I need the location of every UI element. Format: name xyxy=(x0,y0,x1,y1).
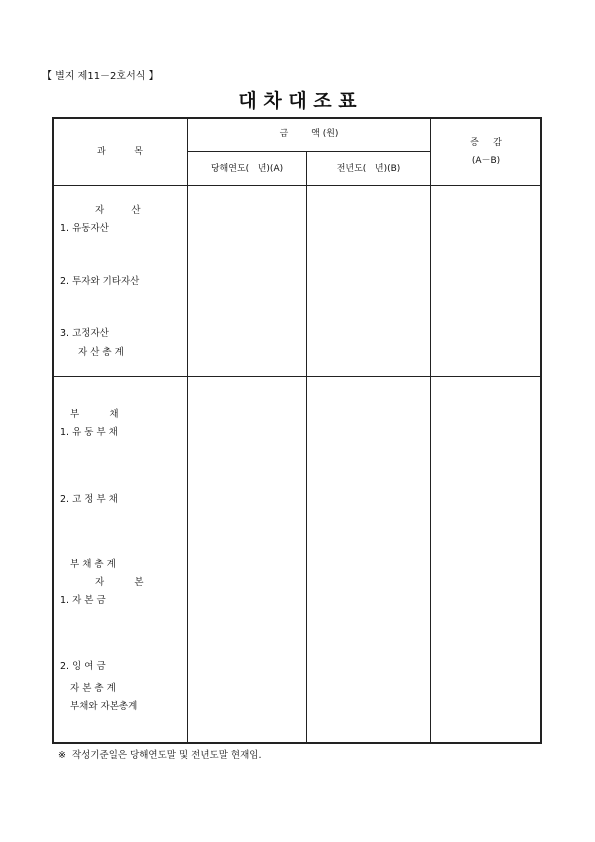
grand-total: 부채와 자본총계 xyxy=(70,701,138,712)
liabilities-total: 부 채 총 계 xyxy=(70,559,116,570)
page-title: 대 차 대 조 표 xyxy=(238,90,357,112)
header-item: 과 목 xyxy=(97,147,143,157)
header-change-formula: (A－B) xyxy=(471,156,501,166)
capital-heading: 자 본 xyxy=(95,577,144,588)
col-divider-item xyxy=(187,118,188,743)
liabilities-fixed: 2. 고 정 부 채 xyxy=(60,494,118,505)
assets-heading: 자 산 xyxy=(95,205,141,216)
form-number: 【 별지 제11－2호서식 】 xyxy=(42,71,159,82)
footnote: ※ 작성기준일은 당해연도말 및 전년도말 현재임. xyxy=(58,750,262,761)
row-divider-amount xyxy=(188,151,430,152)
col-divider-change xyxy=(430,118,431,743)
liabilities-current: 1. 유 동 부 채 xyxy=(60,427,118,438)
capital-total: 자 본 총 계 xyxy=(70,683,116,694)
header-previous-year: 전년도( 년)(B) xyxy=(336,164,401,174)
liabilities-heading: 부 채 xyxy=(70,409,119,420)
row-divider-header xyxy=(53,185,541,186)
header-current-year: 당해연도( 년)(A) xyxy=(210,164,284,174)
assets-total: 자 산 총 계 xyxy=(78,347,124,358)
assets-investment: 2. 투자와 기타자산 xyxy=(60,276,140,287)
assets-fixed: 3. 고정자산 xyxy=(60,328,109,339)
assets-current: 1. 유동자산 xyxy=(60,223,109,234)
col-divider-years xyxy=(306,151,307,743)
header-change: 증 감 xyxy=(470,138,502,148)
header-amount: 금 액 (원) xyxy=(279,129,339,139)
capital-surplus: 2. 잉 여 금 xyxy=(60,661,106,672)
row-divider-assets xyxy=(53,376,541,377)
capital-stock: 1. 자 본 금 xyxy=(60,595,106,606)
